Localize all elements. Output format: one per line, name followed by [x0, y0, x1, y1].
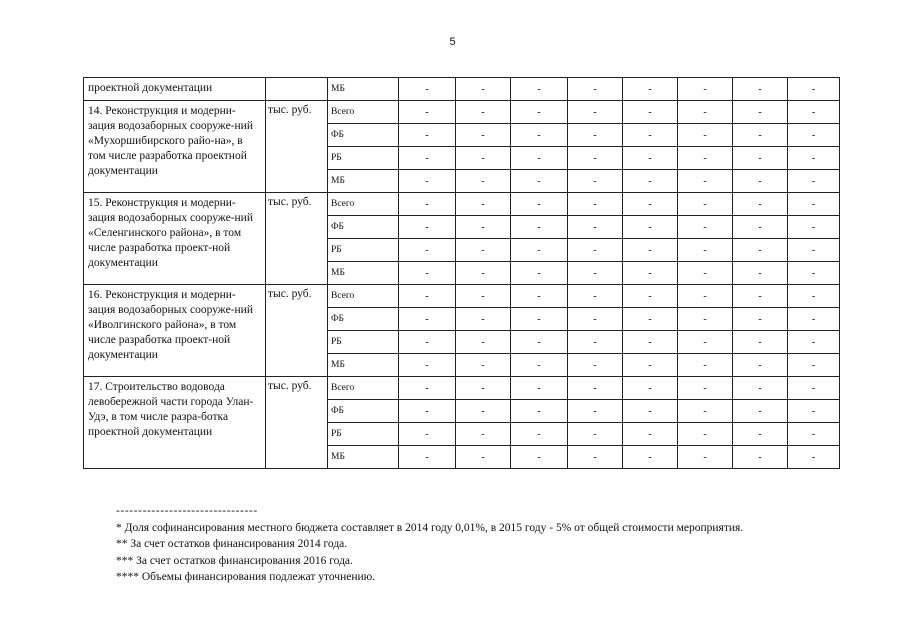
value-cell: -	[399, 193, 456, 216]
value-cell: -	[733, 239, 788, 262]
funding-source-cell: РБ	[328, 423, 399, 446]
value-cell: -	[788, 239, 840, 262]
value-cell: -	[511, 239, 568, 262]
value-cell: -	[568, 423, 623, 446]
value-cell: -	[788, 78, 840, 101]
value-cell: -	[399, 285, 456, 308]
unit-cell	[266, 78, 328, 101]
funding-source-cell: ФБ	[328, 124, 399, 147]
value-cell: -	[788, 377, 840, 400]
value-cell: -	[623, 193, 678, 216]
funding-source-cell: РБ	[328, 239, 399, 262]
value-cell: -	[678, 331, 733, 354]
value-cell: -	[456, 216, 511, 239]
value-cell: -	[568, 262, 623, 285]
value-cell: -	[511, 216, 568, 239]
value-cell: -	[456, 400, 511, 423]
funding-source-cell: РБ	[328, 147, 399, 170]
value-cell: -	[623, 262, 678, 285]
funding-source-cell: МБ	[328, 78, 399, 101]
value-cell: -	[623, 285, 678, 308]
value-cell: -	[399, 262, 456, 285]
funding-source-cell: МБ	[328, 170, 399, 193]
funding-source-cell: ФБ	[328, 308, 399, 331]
value-cell: -	[511, 101, 568, 124]
value-cell: -	[788, 308, 840, 331]
value-cell: -	[511, 400, 568, 423]
measure-name-cell: 15. Реконструкция и модерни-зация водозаборных сооруже-ний «Селенгинского района», в том числе разработка проект-ной документации	[84, 193, 266, 285]
value-cell: -	[399, 147, 456, 170]
value-cell: -	[456, 308, 511, 331]
value-cell: -	[788, 331, 840, 354]
value-cell: -	[623, 216, 678, 239]
value-cell: -	[733, 423, 788, 446]
value-cell: -	[623, 78, 678, 101]
value-cell: -	[456, 101, 511, 124]
value-cell: -	[568, 124, 623, 147]
value-cell: -	[568, 377, 623, 400]
table-row	[84, 101, 840, 124]
value-cell: -	[399, 170, 456, 193]
value-cell: -	[623, 170, 678, 193]
unit-cell: тыс. руб.	[266, 377, 328, 469]
measure-name-cell: 16. Реконструкция и модерни-зация водозаборных сооруже-ний «Иволгинского района», в том числе разработка проект-ной документации	[84, 285, 266, 377]
value-cell: -	[456, 193, 511, 216]
value-cell: -	[623, 147, 678, 170]
value-cell: -	[733, 170, 788, 193]
funding-source-cell: МБ	[328, 446, 399, 469]
value-cell: -	[788, 147, 840, 170]
funding-source-cell: Всего	[328, 377, 399, 400]
value-cell: -	[733, 262, 788, 285]
measure-name-cell: проектной документации	[84, 78, 266, 101]
value-cell: -	[623, 331, 678, 354]
value-cell: -	[678, 285, 733, 308]
value-cell: -	[399, 400, 456, 423]
value-cell: -	[456, 446, 511, 469]
value-cell: -	[788, 101, 840, 124]
value-cell: -	[568, 78, 623, 101]
value-cell: -	[511, 377, 568, 400]
value-cell: -	[733, 331, 788, 354]
page-number: 5	[449, 36, 456, 48]
value-cell: -	[456, 147, 511, 170]
value-cell: -	[733, 78, 788, 101]
funding-source-cell: ФБ	[328, 216, 399, 239]
value-cell: -	[456, 423, 511, 446]
value-cell: -	[678, 446, 733, 469]
measure-name-cell: 14. Реконструкция и модерни-зация водозаборных сооруже-ний «Мухоршибирского райо-на», в том числе разработка проектной документации	[84, 101, 266, 193]
value-cell: -	[399, 331, 456, 354]
value-cell: -	[456, 124, 511, 147]
value-cell: -	[456, 262, 511, 285]
table-body	[84, 78, 840, 469]
value-cell: -	[568, 308, 623, 331]
value-cell: -	[788, 400, 840, 423]
value-cell: -	[399, 239, 456, 262]
value-cell: -	[456, 285, 511, 308]
value-cell: -	[568, 354, 623, 377]
value-cell: -	[399, 101, 456, 124]
value-cell: -	[511, 170, 568, 193]
table-row	[84, 377, 840, 400]
value-cell: -	[399, 308, 456, 331]
footnote-2: ** За счет остатков финансирования 2014 года.	[116, 538, 348, 550]
funding-source-cell: РБ	[328, 331, 399, 354]
value-cell: -	[678, 400, 733, 423]
value-cell: -	[623, 423, 678, 446]
value-cell: -	[456, 354, 511, 377]
value-cell: -	[678, 170, 733, 193]
value-cell: -	[511, 78, 568, 101]
value-cell: -	[511, 124, 568, 147]
value-cell: -	[678, 239, 733, 262]
value-cell: -	[678, 377, 733, 400]
value-cell: -	[456, 331, 511, 354]
value-cell: -	[678, 193, 733, 216]
value-cell: -	[733, 147, 788, 170]
footnote-1: * Доля софинансирования местного бюджета составляет в 2014 году 0,01%, в 2015 году - 5% от общей стоимости мероприятия.	[116, 521, 744, 534]
value-cell: -	[456, 377, 511, 400]
value-cell: -	[678, 101, 733, 124]
value-cell: -	[568, 239, 623, 262]
footnote-3: *** За счет остатков финансирования 2016 года.	[116, 554, 353, 567]
table-row	[84, 78, 840, 101]
value-cell: -	[623, 400, 678, 423]
value-cell: -	[788, 446, 840, 469]
value-cell: -	[733, 285, 788, 308]
value-cell: -	[788, 423, 840, 446]
value-cell: -	[456, 78, 511, 101]
value-cell: -	[733, 400, 788, 423]
funding-source-cell: ФБ	[328, 400, 399, 423]
value-cell: -	[623, 308, 678, 331]
unit-cell: тыс. руб.	[266, 101, 328, 193]
value-cell: -	[456, 170, 511, 193]
value-cell: -	[623, 239, 678, 262]
value-cell: -	[623, 124, 678, 147]
value-cell: -	[399, 354, 456, 377]
value-cell: -	[678, 78, 733, 101]
funding-source-cell: МБ	[328, 262, 399, 285]
unit-cell: тыс. руб.	[266, 285, 328, 377]
value-cell: -	[733, 216, 788, 239]
value-cell: -	[623, 101, 678, 124]
value-cell: -	[511, 193, 568, 216]
value-cell: -	[399, 124, 456, 147]
value-cell: -	[568, 193, 623, 216]
value-cell: -	[788, 354, 840, 377]
footnotes	[116, 503, 743, 586]
value-cell: -	[678, 423, 733, 446]
value-cell: -	[399, 423, 456, 446]
table-row	[84, 285, 840, 308]
value-cell: -	[733, 101, 788, 124]
value-cell: -	[568, 147, 623, 170]
value-cell: -	[623, 377, 678, 400]
value-cell: -	[568, 170, 623, 193]
value-cell: -	[568, 216, 623, 239]
footnote-4: **** Объемы финансирования подлежат уточнению.	[116, 571, 376, 583]
value-cell: -	[511, 354, 568, 377]
value-cell: -	[456, 239, 511, 262]
value-cell: -	[788, 285, 840, 308]
value-cell: -	[623, 354, 678, 377]
value-cell: -	[788, 124, 840, 147]
value-cell: -	[399, 216, 456, 239]
financing-table	[83, 77, 840, 469]
value-cell: -	[568, 446, 623, 469]
value-cell: -	[399, 78, 456, 101]
funding-source-cell: Всего	[328, 193, 399, 216]
funding-source-cell: МБ	[328, 354, 399, 377]
value-cell: -	[678, 308, 733, 331]
value-cell: -	[511, 331, 568, 354]
value-cell: -	[511, 262, 568, 285]
value-cell: -	[733, 446, 788, 469]
value-cell: -	[511, 308, 568, 331]
value-cell: -	[733, 124, 788, 147]
value-cell: -	[568, 331, 623, 354]
value-cell: -	[733, 377, 788, 400]
value-cell: -	[678, 354, 733, 377]
funding-source-cell: Всего	[328, 285, 399, 308]
value-cell: -	[788, 262, 840, 285]
value-cell: -	[568, 101, 623, 124]
table-row	[84, 193, 840, 216]
value-cell: -	[733, 308, 788, 331]
value-cell: -	[733, 193, 788, 216]
value-cell: -	[788, 170, 840, 193]
value-cell: -	[511, 446, 568, 469]
value-cell: -	[511, 285, 568, 308]
unit-cell: тыс. руб.	[266, 193, 328, 285]
footnote-separator: --------------------------------	[116, 505, 258, 517]
funding-source-cell: Всего	[328, 101, 399, 124]
value-cell: -	[788, 216, 840, 239]
value-cell: -	[399, 377, 456, 400]
value-cell: -	[788, 193, 840, 216]
value-cell: -	[511, 147, 568, 170]
value-cell: -	[568, 400, 623, 423]
value-cell: -	[678, 124, 733, 147]
value-cell: -	[678, 147, 733, 170]
value-cell: -	[568, 285, 623, 308]
value-cell: -	[678, 216, 733, 239]
value-cell: -	[623, 446, 678, 469]
value-cell: -	[399, 446, 456, 469]
value-cell: -	[511, 423, 568, 446]
value-cell: -	[733, 354, 788, 377]
value-cell: -	[678, 262, 733, 285]
measure-name-cell: 17. Строительство водовода левобережной части города Улан-Удэ, в том числе разра-ботка проектной документации	[84, 377, 266, 469]
